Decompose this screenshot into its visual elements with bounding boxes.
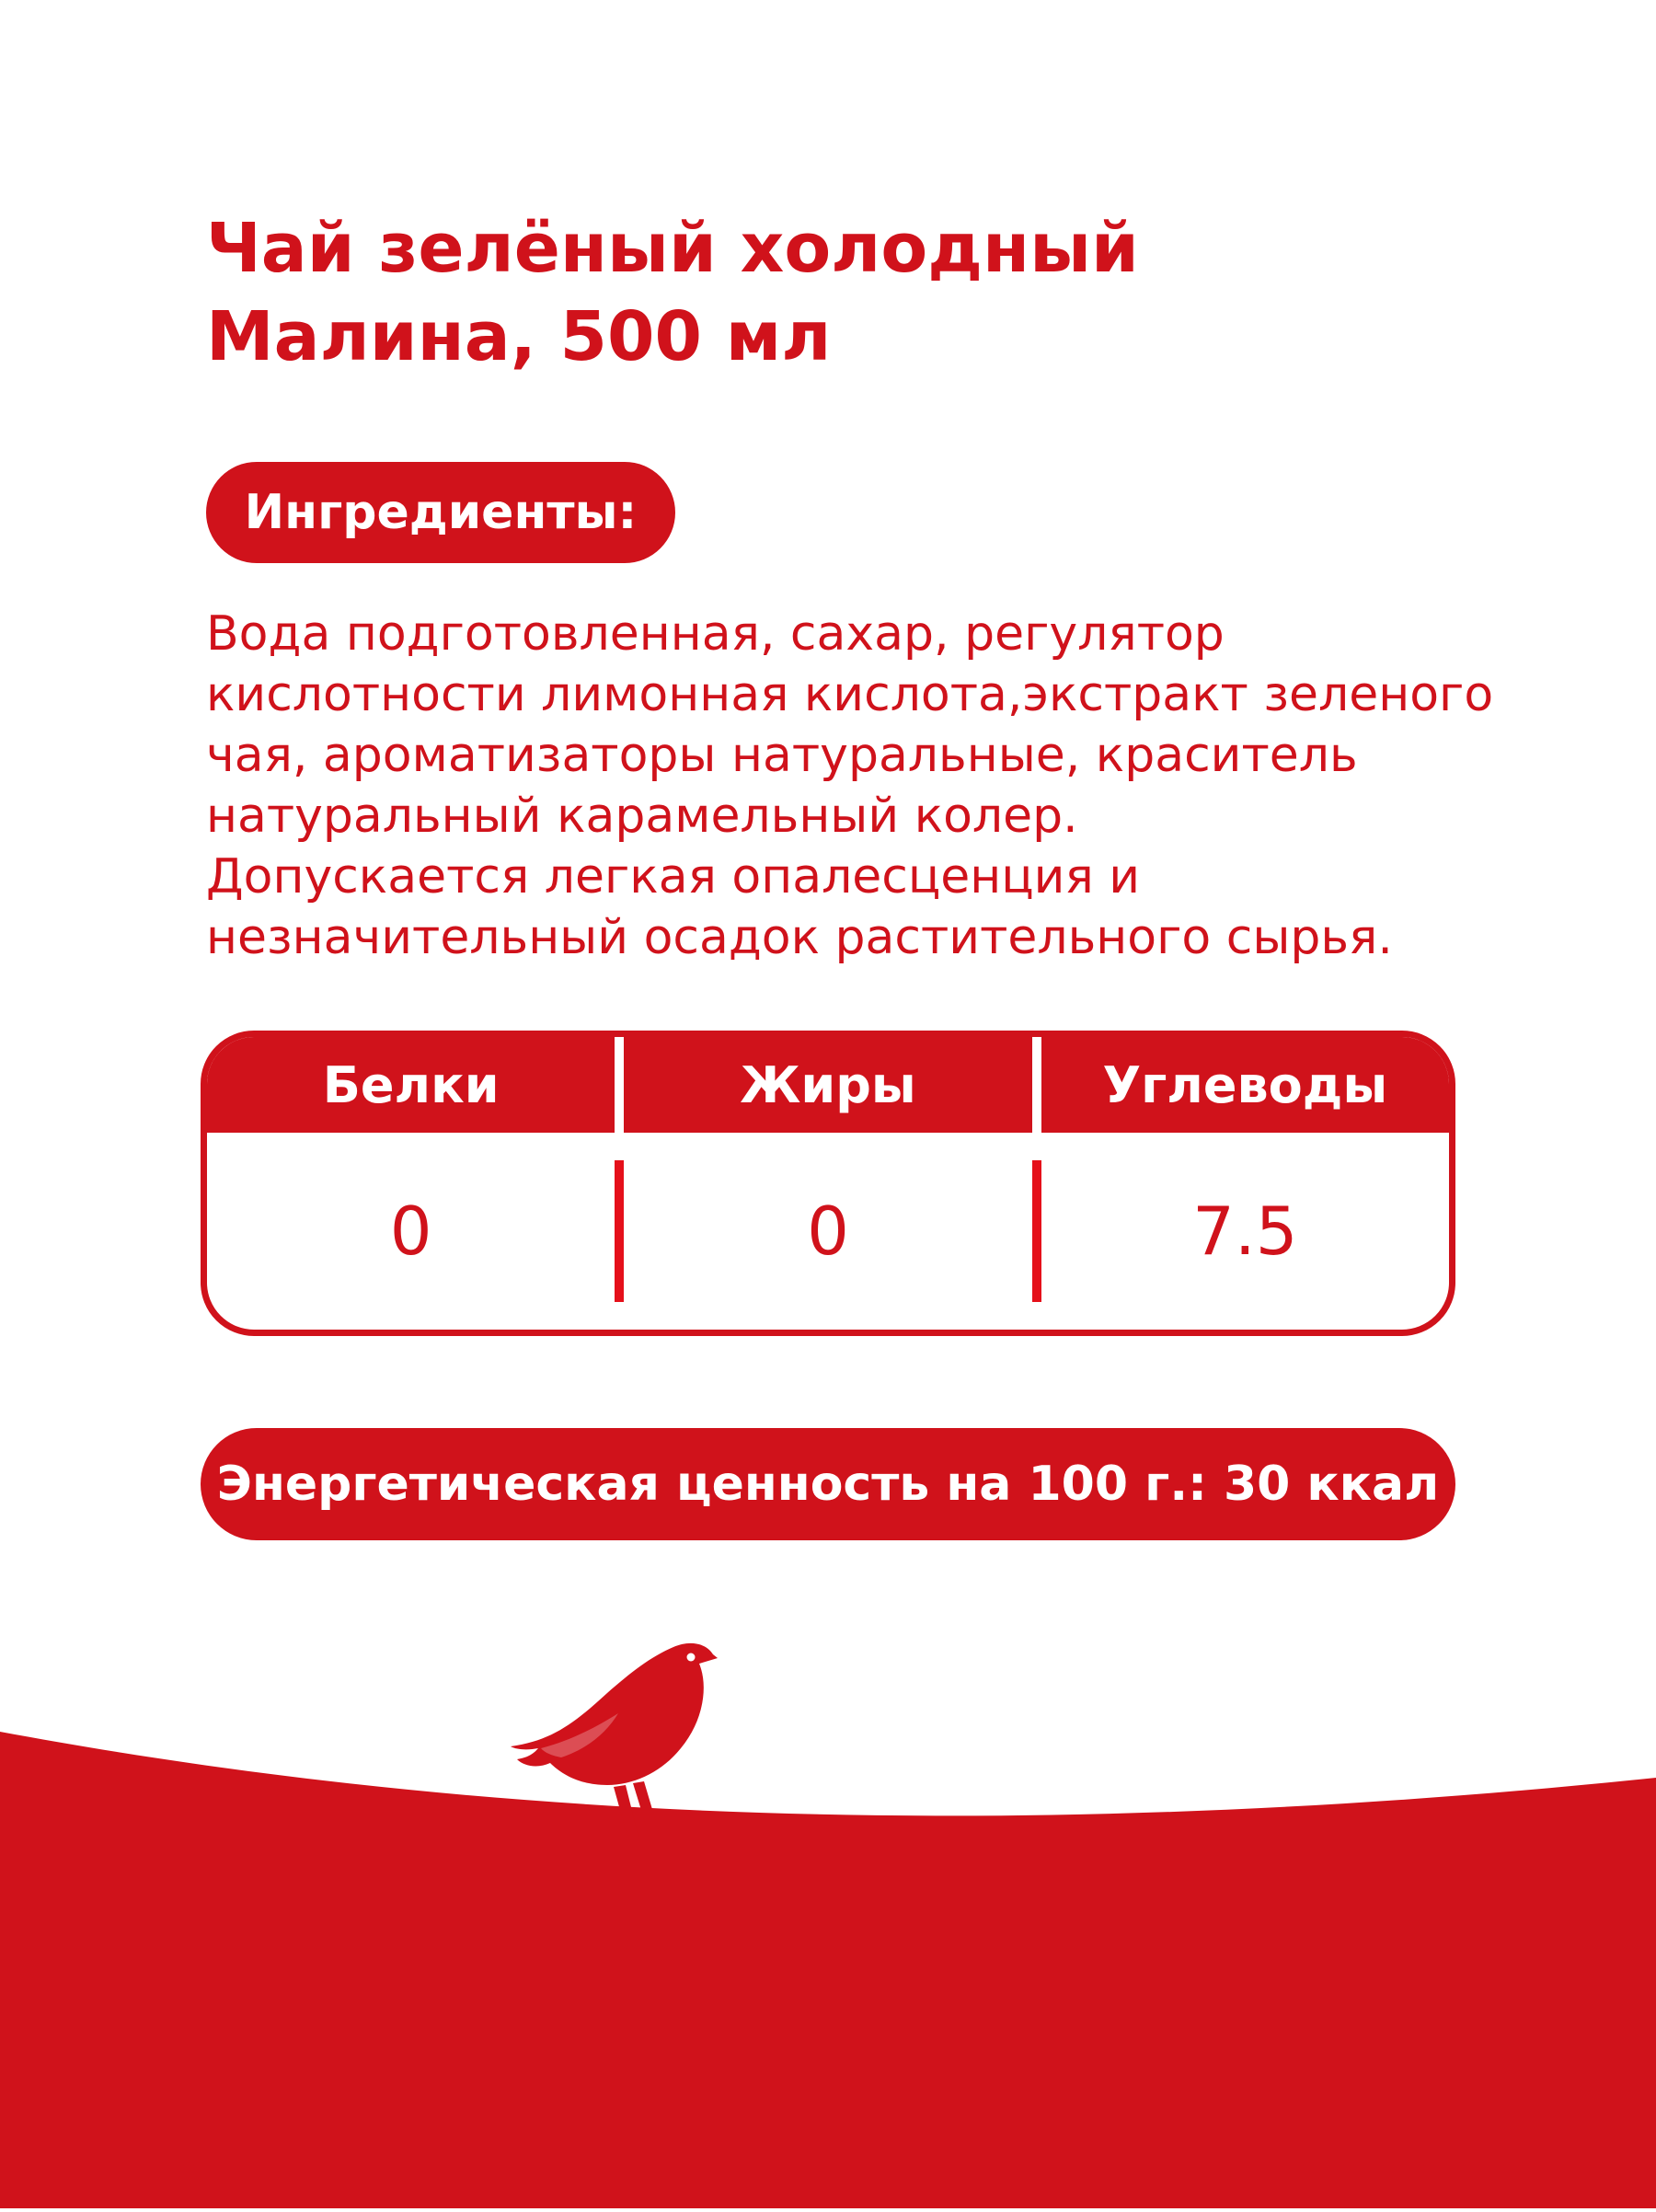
value-divider <box>1032 1160 1041 1302</box>
footer-wave-shape <box>0 1619 1656 2208</box>
header-fats: Жиры <box>624 1037 1031 1133</box>
ingredients-line: Допускается легкая опалесценция и <box>206 849 1141 904</box>
product-title-line2: Малина, 500 мл <box>206 297 832 376</box>
energy-value-text: Энергетическая ценность на 100 г.: 30 ккал <box>216 1457 1440 1512</box>
ingredients-label-badge <box>206 462 675 563</box>
ingredients-label: Ингредиенты: <box>244 485 638 540</box>
header-divider <box>1032 1037 1041 1133</box>
ingredients-line: натуральный карамельный колер. <box>206 789 1078 844</box>
ingredients-line: кислотности лимонная кислота,экстракт зеленого <box>206 667 1494 722</box>
ingredients-line: Вода подготовленная, сахар, регулятор <box>206 606 1225 662</box>
energy-value-badge <box>201 1428 1455 1540</box>
ingredients-line: чая, ароматизаторы натуральные, краситель <box>206 728 1358 783</box>
ingredients-line: незначительный осадок растительного сырья. <box>206 910 1393 965</box>
value-proteins: 0 <box>389 1192 432 1270</box>
nutrition-values-row <box>207 1133 1449 1330</box>
nutrition-table <box>201 1031 1455 1336</box>
header-proteins: Белки <box>207 1037 615 1133</box>
ingredients-text <box>206 604 1512 968</box>
value-fats: 0 <box>807 1192 849 1270</box>
header-divider <box>615 1037 624 1133</box>
product-title-line1: Чай зелёный холодный <box>206 209 1139 288</box>
value-carbs: 7.5 <box>1192 1192 1298 1270</box>
nutrition-header-row <box>207 1037 1449 1133</box>
header-carbs: Углеводы <box>1041 1037 1449 1133</box>
footer-wave <box>0 1619 1656 2208</box>
product-title <box>206 204 1494 381</box>
value-divider <box>615 1160 624 1302</box>
